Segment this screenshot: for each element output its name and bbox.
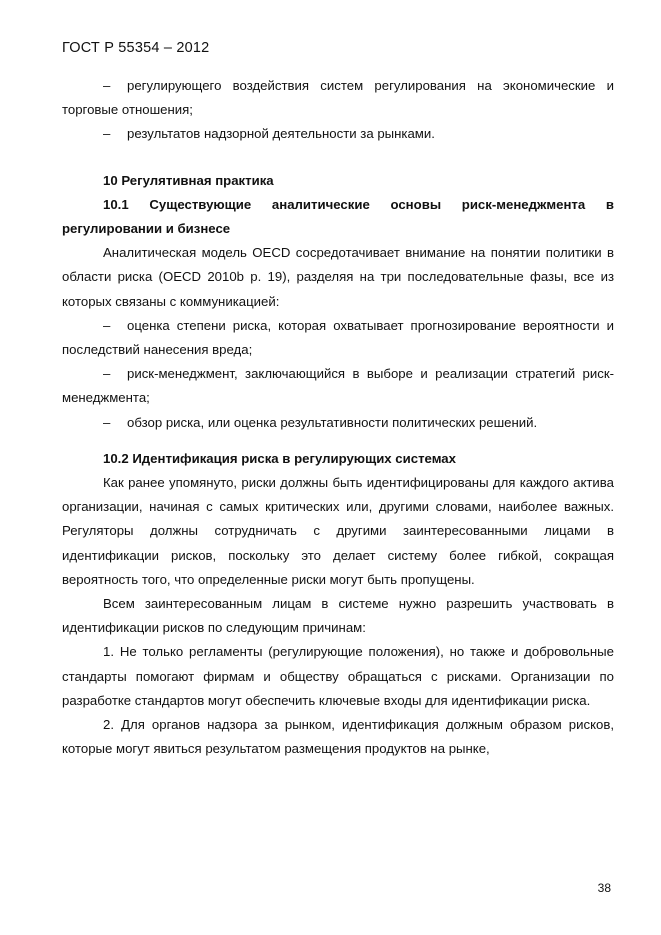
dash-marker: – [103, 414, 111, 430]
document-body [62, 74, 614, 761]
section-heading-10: 10 Регулятивная практика [103, 172, 274, 188]
dash-marker: – [103, 126, 111, 142]
paragraph-reason-1: 1. Не только регламенты (регулирующие положения), но также и добровольные стандарты помогают фирмам и обществу обращаться с рисками. Организации по разработке стандартов могут обеспечить ключевые входы для идентификации риска. [62, 644, 614, 708]
dash-marker: – [103, 366, 111, 382]
section-heading-10-1: 10.1 Существующие аналитические основы риск-менеджмента в регулировании и бизнесе [62, 196, 614, 237]
paragraph-risk-identification: Как ранее упомянуто, риски должны быть идентифицированы для каждого актива организации, начиная с самых критических или, другими словами, наиболее важных. Регуляторы должны сотрудничать с другими заинтересованными лицами в идентификации рисков, поскольку это делает систему более гибкой, сокращая вероятность того, что определенные риски могут быть пропущены. [62, 475, 614, 587]
paragraph-reason-2: 2. Для органов надзора за рынком, идентификация должным образом рисков, которые могут явиться результатом размещения продуктов на рынке, [62, 717, 614, 757]
paragraph-oecd-model: Аналитическая модель OECD сосредотачивает внимание на понятии политики в области риска (OECD 2010b p. 19), разделяя на три последовательные фазы, все из которых связаны с коммуникацией: [62, 245, 614, 309]
bullet-item-risk-management: – риск-менеджмент, заключающийся в выборе и реализации стратегий риск-менеджмента; [62, 362, 614, 410]
bullet-item-risk-review: – обзор риска, или оценка результативности политических решений. [62, 411, 614, 435]
document-header: ГОСТ Р 55354 – 2012 [62, 40, 210, 56]
bullet-item-regulatory-impact: – регулирующего воздействия систем регулирования на экономические и торговые отношения; [62, 74, 614, 122]
page-number: 38 [597, 881, 611, 895]
paragraph-stakeholders: Всем заинтересованным лицам в системе нужно разрешить участвовать в идентификации рисков по следующим причинам: [62, 596, 614, 636]
dash-marker: – [103, 78, 111, 93]
bullet-item-market-supervision: – результатов надзорной деятельности за рынками. [62, 122, 614, 146]
section-heading-10-2: 10.2 Идентификация риска в регулирующих системах [103, 450, 456, 466]
dash-marker: – [103, 317, 111, 333]
bullet-item-risk-assessment: – оценка степени риска, которая охватывает прогнозирование вероятности и последствий нанесения вреда; [62, 314, 614, 362]
